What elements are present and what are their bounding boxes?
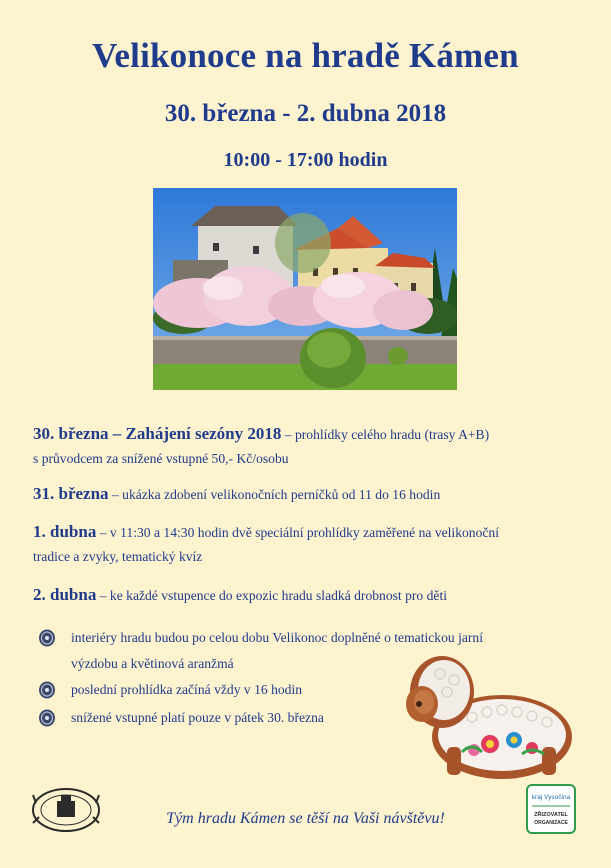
page-title: Velikonoce na hradě Kámen <box>92 36 519 75</box>
easter-egg-icon <box>38 681 56 699</box>
footer-message: Tým hradu Kámen se těší na Vaši návštěvu! <box>166 810 445 827</box>
event-text: – prohlídky celého hradu (trasy A+B) <box>281 427 490 442</box>
event-item <box>33 422 588 471</box>
event-text: – ke každé vstupence do expozic hradu sladká drobnost pro děti <box>96 588 448 603</box>
event-text-line2: tradice a zvyky, tematický kvíz <box>33 549 203 564</box>
gingerbread-lamb-image <box>402 652 574 782</box>
event-date: 31. března <box>33 484 109 503</box>
event-date: 30. března – Zahájení sezóny 2018 <box>33 424 282 443</box>
event-dates: 30. března - 2. dubna 2018 <box>164 100 447 127</box>
list-item-text: poslední prohlídka začíná vždy v 16 hodin <box>71 682 303 697</box>
event-text: – v 11:30 a 14:30 hodin dvě speciální prohlídky zaměřené na velikonoční <box>96 525 500 540</box>
list-item-text: snížené vstupné platí pouze v pátek 30. března <box>71 710 324 725</box>
opening-hours: 10:00 - 17:00 hodin <box>223 149 388 171</box>
event-date: 1. dubna <box>33 522 97 541</box>
event-date: 2. dubna <box>33 585 97 604</box>
region-logo-role1: ZŘIZOVATEL <box>534 812 568 818</box>
easter-egg-icon <box>38 709 56 727</box>
region-logo-name: kraj Vysočina <box>531 794 571 801</box>
event-text-line2: s průvodcem za snížené vstupné 50,- Kč/osobu <box>33 451 289 466</box>
easter-egg-icon <box>38 629 56 647</box>
list-item-text: interiéry hradu budou po celou dobu Velikonoc doplněné o tematickou jarní <box>71 630 483 645</box>
event-item <box>33 520 588 569</box>
event-text: – ukázka zdobení velikonočních perníčků od 11 do 16 hodin <box>108 487 441 502</box>
region-logo-role2: ORGANIZACE <box>534 820 568 826</box>
castle-photo <box>153 188 457 390</box>
event-item <box>33 583 588 608</box>
event-item <box>33 482 588 507</box>
list-item-text-line2: výzdobu a květinová aranžmá <box>71 656 234 671</box>
